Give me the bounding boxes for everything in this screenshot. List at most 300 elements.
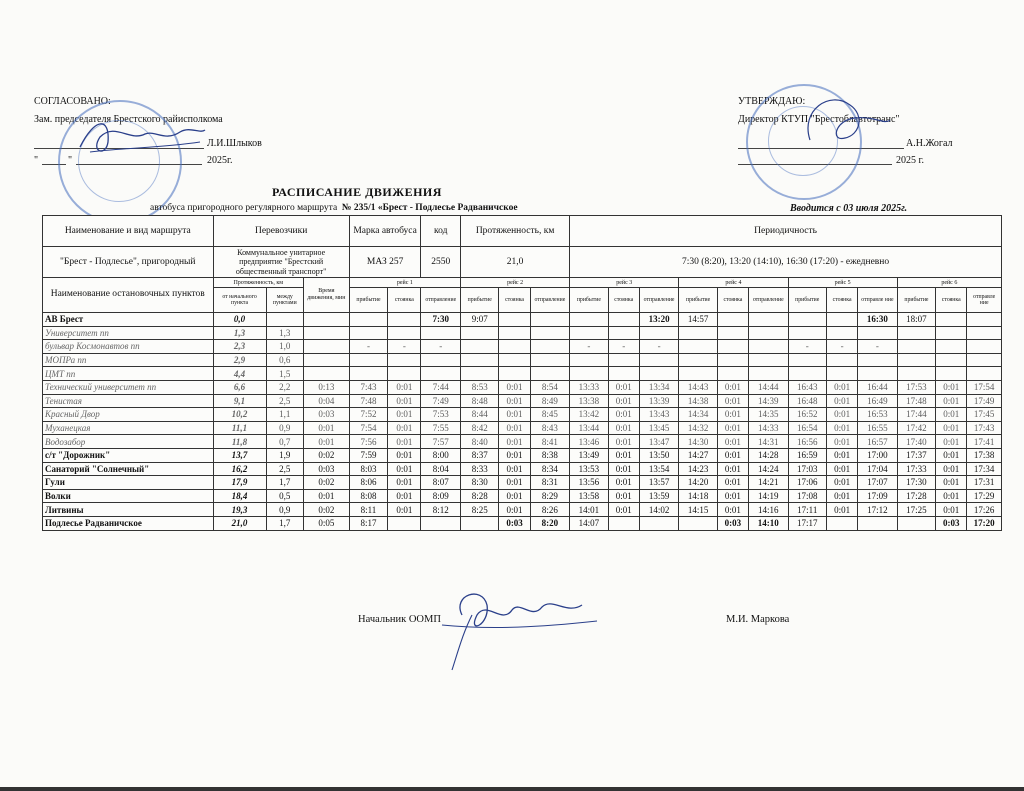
time-cell: 8:33	[461, 462, 499, 476]
time-cell: 17:53	[897, 380, 935, 394]
time-cell	[499, 367, 530, 381]
time-cell: 0:01	[936, 476, 967, 490]
table-row	[43, 421, 1002, 435]
sub-label: прибытие	[679, 288, 717, 313]
table-row	[43, 326, 1002, 340]
time-cell: 8:48	[461, 394, 499, 408]
time-cell: 7:57	[421, 435, 461, 449]
time-cell: 14:30	[679, 435, 717, 449]
time-cell: 0:01	[608, 380, 639, 394]
time-cell: 0:01	[388, 476, 421, 490]
time-cell: 0:01	[608, 489, 639, 503]
time-cell: 17:48	[897, 394, 935, 408]
time-cell: 13:58	[570, 489, 608, 503]
time-cell: 0:01	[717, 380, 748, 394]
time-cell	[788, 313, 826, 327]
time-cell: 0:01	[499, 448, 530, 462]
time-cell: 0:01	[826, 462, 857, 476]
time-cell: 7:59	[349, 448, 387, 462]
time-cell: 0:03	[717, 516, 748, 530]
time-cell: 0:01	[936, 448, 967, 462]
stop-name: бульвар Космонавтов пп	[43, 340, 214, 354]
time-cell: 0:01	[826, 448, 857, 462]
route-code: 2550	[421, 247, 461, 278]
route-name-label: Наименование и вид маршрута	[43, 216, 214, 247]
dist-between: 1,5	[266, 367, 303, 381]
time-cell	[897, 516, 935, 530]
time-cell: 0:01	[388, 489, 421, 503]
header-row-2	[43, 247, 1002, 278]
time-cell	[967, 326, 1002, 340]
time-cell	[388, 353, 421, 367]
time-cell	[936, 367, 967, 381]
time-cell	[608, 516, 639, 530]
time-cell: 0:01	[608, 421, 639, 435]
time-cell: 0:01	[826, 394, 857, 408]
time-cell: 17:07	[858, 476, 898, 490]
time-cell	[639, 516, 679, 530]
time-cell	[936, 313, 967, 327]
period-label: Периодичность	[570, 216, 1002, 247]
code-label: код	[421, 216, 461, 247]
time-cell: 7:43	[349, 380, 387, 394]
table-row	[43, 380, 1002, 394]
time-cell	[826, 313, 857, 327]
time-cell: 8:20	[530, 516, 570, 530]
time-cell: 0:01	[608, 503, 639, 517]
time-cell	[388, 313, 421, 327]
table-row	[43, 476, 1002, 490]
travel-time	[303, 340, 349, 354]
time-cell: 14:39	[749, 394, 789, 408]
time-cell: 14:18	[679, 489, 717, 503]
time-cell: 17:09	[858, 489, 898, 503]
time-cell: 0:01	[499, 380, 530, 394]
time-cell	[858, 516, 898, 530]
time-cell	[530, 340, 570, 354]
time-cell	[388, 516, 421, 530]
time-cell: 17:04	[858, 462, 898, 476]
dist-from-start: 10,2	[213, 408, 266, 422]
time-cell: 8:30	[461, 476, 499, 490]
stop-name: Гули	[43, 476, 214, 490]
time-cell: -	[608, 340, 639, 354]
time-cell: 8:41	[530, 435, 570, 449]
time-cell: 13:42	[570, 408, 608, 422]
approval-right-year: 2025 г.	[896, 155, 924, 166]
time-cell	[499, 326, 530, 340]
time-cell	[749, 313, 789, 327]
time-cell: 14:33	[749, 421, 789, 435]
time-cell: -	[826, 340, 857, 354]
time-cell	[679, 516, 717, 530]
time-cell: 14:35	[749, 408, 789, 422]
time-cell	[461, 516, 499, 530]
time-cell: 14:28	[749, 448, 789, 462]
document-subtitle	[150, 203, 518, 213]
time-cell	[967, 340, 1002, 354]
dist-label: Протяженность, км	[213, 278, 303, 288]
time-cell: 13:59	[639, 489, 679, 503]
time-cell: 0:01	[936, 408, 967, 422]
time-cell: 7:53	[421, 408, 461, 422]
trip-label: рейс 4	[679, 278, 788, 288]
table-row	[43, 462, 1002, 476]
table-row	[43, 503, 1002, 517]
carrier-name: Коммунальное унитарное предприятие "Брестский общественный транспорт"	[213, 247, 349, 278]
time-cell: -	[570, 340, 608, 354]
time-cell: 17:54	[967, 380, 1002, 394]
route-name: "Брест - Подлесье", пригородный	[43, 247, 214, 278]
time-cell: 16:56	[788, 435, 826, 449]
sub-label: прибытие	[349, 288, 387, 313]
time-cell	[858, 353, 898, 367]
time-cell: 13:33	[570, 380, 608, 394]
table-row	[43, 353, 1002, 367]
time-cell: -	[349, 340, 387, 354]
time-cell: 0:01	[936, 394, 967, 408]
dist-between: 2,5	[266, 462, 303, 476]
time-cell: 7:49	[421, 394, 461, 408]
time-cell: 17:40	[897, 435, 935, 449]
time-cell: 17:45	[967, 408, 1002, 422]
time-cell: 8:17	[349, 516, 387, 530]
sub-label: отправле ние	[858, 288, 898, 313]
time-cell: 13:45	[639, 421, 679, 435]
time-cell	[897, 353, 935, 367]
stop-name: Санаторий "Солнечный"	[43, 462, 214, 476]
time-cell	[679, 353, 717, 367]
time-cell: 0:01	[717, 421, 748, 435]
time-cell	[461, 367, 499, 381]
time-cell: 0:03	[936, 516, 967, 530]
stop-name: Литвины	[43, 503, 214, 517]
travel-time	[303, 367, 349, 381]
time-cell: 0:01	[499, 394, 530, 408]
time-cell	[967, 353, 1002, 367]
sub-label: стоянка	[388, 288, 421, 313]
time-cell	[936, 326, 967, 340]
sub-label: стоянка	[717, 288, 748, 313]
scan-edge	[0, 787, 1024, 791]
time-cell: 0:01	[608, 448, 639, 462]
travel-time: 0:02	[303, 503, 349, 517]
time-cell: 13:38	[570, 394, 608, 408]
time-cell	[826, 326, 857, 340]
dist-from-start: 9,1	[213, 394, 266, 408]
table-row	[43, 435, 1002, 449]
time-cell: 0:01	[717, 435, 748, 449]
time-cell: 13:50	[639, 448, 679, 462]
dist-from-start: 2,9	[213, 353, 266, 367]
trip-label: рейс 1	[349, 278, 460, 288]
time-cell: 0:01	[936, 489, 967, 503]
time-cell: 17:30	[897, 476, 935, 490]
dist-between: 0,6	[266, 353, 303, 367]
time-cell: 8:28	[461, 489, 499, 503]
schedule-body	[43, 313, 1002, 531]
dist-between-label: между пунктами	[266, 288, 303, 313]
travel-time: 0:01	[303, 421, 349, 435]
time-cell	[530, 353, 570, 367]
dist-between: 0,5	[266, 489, 303, 503]
time-cell	[858, 326, 898, 340]
time-cell: 16:55	[858, 421, 898, 435]
travel-time-label: Время движения, мин	[303, 278, 349, 313]
time-cell: 14:02	[639, 503, 679, 517]
time-cell: 14:24	[749, 462, 789, 476]
time-cell	[788, 367, 826, 381]
time-cell: 0:01	[499, 462, 530, 476]
carriers-label: Перевозчики	[213, 216, 349, 247]
time-cell: 13:46	[570, 435, 608, 449]
time-cell: 0:01	[826, 380, 857, 394]
time-cell: 16:53	[858, 408, 898, 422]
travel-time: 0:03	[303, 408, 349, 422]
time-cell	[967, 313, 1002, 327]
time-cell: 0:01	[717, 503, 748, 517]
dist-from-start: 1,3	[213, 326, 266, 340]
time-cell: 0:01	[608, 394, 639, 408]
time-cell: 0:01	[499, 421, 530, 435]
time-cell: 0:01	[936, 435, 967, 449]
dist-from-start: 11,8	[213, 435, 266, 449]
stop-name: Университет пп	[43, 326, 214, 340]
time-cell: 17:43	[967, 421, 1002, 435]
time-cell: 14:10	[749, 516, 789, 530]
dist-between: 1,3	[266, 326, 303, 340]
time-cell	[717, 313, 748, 327]
time-cell: 16:54	[788, 421, 826, 435]
time-cell: 8:40	[461, 435, 499, 449]
dist-between: 2,5	[266, 394, 303, 408]
time-cell	[608, 326, 639, 340]
time-cell: 8:44	[461, 408, 499, 422]
time-cell: 0:01	[717, 462, 748, 476]
trip-label: рейс 5	[788, 278, 897, 288]
time-cell: 0:01	[826, 435, 857, 449]
dist-between: 1,0	[266, 340, 303, 354]
dist-from-start: 19,3	[213, 503, 266, 517]
travel-time: 0:02	[303, 448, 349, 462]
time-cell: 8:45	[530, 408, 570, 422]
time-cell: 13:54	[639, 462, 679, 476]
time-cell: 0:01	[499, 408, 530, 422]
approval-left-date-quote2: "	[68, 155, 73, 166]
time-cell: 8:12	[421, 503, 461, 517]
time-cell: 8:49	[530, 394, 570, 408]
dist-start-label: от начального пункта	[213, 288, 266, 313]
time-cell	[608, 353, 639, 367]
table-row	[43, 340, 1002, 354]
time-cell	[749, 326, 789, 340]
route-period: 7:30 (8:20), 13:20 (14:10), 16:30 (17:20) - ежедневно	[570, 247, 1002, 278]
time-cell: 8:07	[421, 476, 461, 490]
route-length: 21,0	[461, 247, 570, 278]
header-row-3	[43, 278, 1002, 288]
time-cell: 8:06	[349, 476, 387, 490]
time-cell: 14:20	[679, 476, 717, 490]
stop-name: Красный Двор	[43, 408, 214, 422]
time-cell	[826, 353, 857, 367]
time-cell: 14:43	[679, 380, 717, 394]
travel-time: 0:01	[303, 435, 349, 449]
time-cell: 17:41	[967, 435, 1002, 449]
table-row	[43, 448, 1002, 462]
time-cell: 17:00	[858, 448, 898, 462]
route-number: № 235/1 «Брест - Подлесье Радваничское	[341, 203, 518, 213]
time-cell	[936, 340, 967, 354]
time-cell	[349, 326, 387, 340]
time-cell	[499, 353, 530, 367]
dist-from-start: 13,7	[213, 448, 266, 462]
time-cell	[639, 367, 679, 381]
time-cell: 17:03	[788, 462, 826, 476]
time-cell: 17:29	[967, 489, 1002, 503]
approval-left-position: Зам. председателя Брестского райисполкома	[34, 114, 223, 125]
time-cell: 0:01	[388, 394, 421, 408]
approval-right-position: Директор КТУП "Брестоблавтотранс"	[738, 114, 900, 125]
sub-label: стоянка	[608, 288, 639, 313]
sub-label: прибытие	[788, 288, 826, 313]
travel-time: 0:04	[303, 394, 349, 408]
stops-label: Наименование остановочных пунктов	[43, 278, 214, 313]
time-cell	[461, 326, 499, 340]
trip-label: рейс 3	[570, 278, 679, 288]
time-cell: 0:01	[717, 476, 748, 490]
time-cell	[530, 367, 570, 381]
time-cell	[717, 340, 748, 354]
dist-between: 0,9	[266, 503, 303, 517]
dist-from-start: 18,4	[213, 489, 266, 503]
dist-from-start: 21,0	[213, 516, 266, 530]
time-cell	[421, 326, 461, 340]
approval-right-name: А.Н.Жогал	[906, 138, 953, 149]
time-cell: 0:01	[936, 380, 967, 394]
approval-left-date-quote: "	[34, 155, 39, 166]
time-cell: 0:01	[499, 476, 530, 490]
time-cell: 14:57	[679, 313, 717, 327]
approval-left-year: 2025г.	[207, 155, 233, 166]
subtitle-prefix: автобуса пригородного регулярного маршрута	[150, 203, 338, 213]
time-cell: 16:44	[858, 380, 898, 394]
time-cell: 17:49	[967, 394, 1002, 408]
sub-label: прибытие	[897, 288, 935, 313]
travel-time: 0:13	[303, 380, 349, 394]
sub-label: прибытие	[570, 288, 608, 313]
time-cell: 16:59	[788, 448, 826, 462]
time-cell: 14:31	[749, 435, 789, 449]
time-cell: 13:57	[639, 476, 679, 490]
sub-label: стоянка	[826, 288, 857, 313]
sub-label: отправление	[639, 288, 679, 313]
travel-time	[303, 353, 349, 367]
time-cell	[530, 313, 570, 327]
time-cell	[499, 313, 530, 327]
dist-between: 1,1	[266, 408, 303, 422]
time-cell: 7:52	[349, 408, 387, 422]
time-cell: -	[858, 340, 898, 354]
table-row	[43, 367, 1002, 381]
time-cell	[826, 516, 857, 530]
time-cell: 8:43	[530, 421, 570, 435]
time-cell: 0:01	[388, 503, 421, 517]
time-cell: 0:01	[388, 435, 421, 449]
dist-from-start: 16,2	[213, 462, 266, 476]
time-cell: -	[388, 340, 421, 354]
time-cell	[388, 367, 421, 381]
time-cell: 0:01	[388, 408, 421, 422]
time-cell: 0:03	[499, 516, 530, 530]
approval-left-name: Л.И.Шлыков	[207, 138, 262, 149]
time-cell: 0:01	[717, 408, 748, 422]
time-cell: 0:01	[499, 435, 530, 449]
time-cell: 0:01	[608, 408, 639, 422]
time-cell	[679, 326, 717, 340]
time-cell	[749, 340, 789, 354]
footer-label: Начальник ООМП	[358, 614, 441, 625]
time-cell	[421, 516, 461, 530]
time-cell: 0:01	[717, 489, 748, 503]
time-cell: 17:44	[897, 408, 935, 422]
travel-time	[303, 326, 349, 340]
time-cell: 17:42	[897, 421, 935, 435]
time-cell: 8:53	[461, 380, 499, 394]
header-row-1	[43, 216, 1002, 247]
stop-name: с/т "Дорожник"	[43, 448, 214, 462]
length-label: Протяженность, км	[461, 216, 570, 247]
time-cell	[826, 367, 857, 381]
stop-name: Водозабор	[43, 435, 214, 449]
sub-label: отправле ние	[967, 288, 1002, 313]
time-cell: 13:34	[639, 380, 679, 394]
time-cell: 17:08	[788, 489, 826, 503]
approval-left-heading: СОГЛАСОВАНО:	[34, 96, 111, 107]
stop-name: Тенистая	[43, 394, 214, 408]
time-cell: 7:30	[421, 313, 461, 327]
time-cell: 0:01	[499, 503, 530, 517]
time-cell: 14:07	[570, 516, 608, 530]
time-cell: 8:09	[421, 489, 461, 503]
time-cell	[858, 367, 898, 381]
dist-between: 1,9	[266, 448, 303, 462]
stop-name: АВ Брест	[43, 313, 214, 327]
dist-between: 0,7	[266, 435, 303, 449]
time-cell: 16:30	[858, 313, 898, 327]
time-cell: 17:37	[897, 448, 935, 462]
dist-from-start: 6,6	[213, 380, 266, 394]
stop-name: Волки	[43, 489, 214, 503]
time-cell	[897, 367, 935, 381]
time-cell: 13:47	[639, 435, 679, 449]
time-cell: 8:54	[530, 380, 570, 394]
time-cell: 16:52	[788, 408, 826, 422]
document-title: РАСПИСАНИЕ ДВИЖЕНИЯ	[272, 185, 442, 199]
signature-left	[70, 112, 210, 162]
travel-time: 0:05	[303, 516, 349, 530]
time-cell: 14:21	[749, 476, 789, 490]
time-cell	[530, 326, 570, 340]
time-cell	[788, 326, 826, 340]
time-cell	[570, 313, 608, 327]
sub-label: отправление	[749, 288, 789, 313]
trip-label: рейс 6	[897, 278, 1001, 288]
time-cell: 0:01	[936, 421, 967, 435]
time-cell: 17:11	[788, 503, 826, 517]
table-row	[43, 408, 1002, 422]
time-cell: 0:01	[388, 380, 421, 394]
time-cell: 17:26	[967, 503, 1002, 517]
